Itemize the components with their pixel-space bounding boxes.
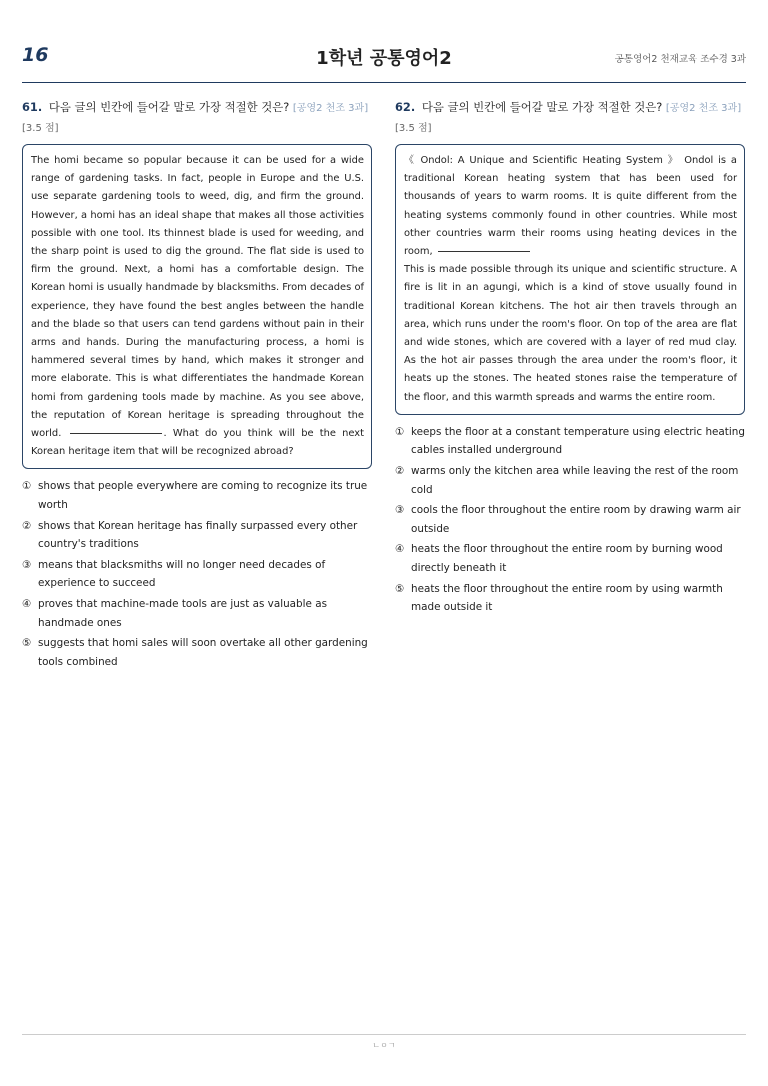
- question-prompt: [22, 98, 372, 138]
- page-number: 16: [22, 44, 49, 66]
- choice-mark: ②: [395, 465, 405, 478]
- page-title: 1학년 공통영어2: [316, 48, 452, 69]
- question-number: 61.: [22, 100, 43, 114]
- choice-4[interactable]: [22, 595, 372, 632]
- footer-divider: [22, 1034, 746, 1035]
- question-61: [22, 98, 372, 673]
- question-62: [395, 98, 745, 619]
- choice-mark: ③: [22, 558, 32, 571]
- question-text: 다음 글의 빈칸에 들어갈 말로 가장 적절한 것은?: [421, 100, 663, 114]
- choice-mark: ⑤: [22, 637, 32, 650]
- choice-text: shows that Korean heritage has finally surpassed every other country's traditions: [38, 519, 358, 551]
- passage-text: [31, 152, 364, 461]
- question-points: [3.5 점]: [395, 123, 432, 134]
- choice-mark: ③: [395, 504, 405, 517]
- choice-5[interactable]: [22, 634, 372, 671]
- answer-choices: [22, 477, 372, 671]
- choice-5[interactable]: [395, 580, 745, 617]
- page-header: [22, 0, 746, 84]
- choice-mark: ④: [395, 543, 405, 556]
- answer-choices: [395, 423, 745, 617]
- question-text: 다음 글의 빈칸에 들어갈 말로 가장 적절한 것은?: [48, 100, 290, 114]
- choice-2[interactable]: [395, 462, 745, 499]
- choice-text: heats the floor throughout the entire room by using warmth made outside it: [411, 582, 723, 614]
- answer-blank: [438, 250, 530, 252]
- choice-4[interactable]: [395, 540, 745, 577]
- question-source: [공영2 천조 3과]: [665, 103, 742, 114]
- passage-text-continued: This is made possible through its unique and scientific structure. A fire is lit in an agungi, which is a kind of stove usually found in traditional Korean kitchens. The hot air then travels through an area, which runs under the room's floor. On top of the area are flat and wide stones, which are covered with a layer of red mud clay. As the hot air passes through the area under the room's floor, it heats up the stones. The heated stones raise the temperature of the floor, and this warmth spreads and warms the entire room.: [404, 264, 737, 403]
- choice-3[interactable]: [22, 556, 372, 593]
- choice-text: shows that people everywhere are coming to recognize its true worth: [38, 480, 368, 512]
- choice-3[interactable]: [395, 501, 745, 538]
- choice-text: proves that machine-made tools are just as valuable as handmade ones: [38, 598, 327, 629]
- choice-mark: ④: [22, 598, 32, 611]
- choice-text: heats the floor throughout the entire room by burning wood directly beneath it: [411, 543, 723, 574]
- choice-2[interactable]: [22, 517, 372, 554]
- choice-mark: ①: [22, 480, 32, 493]
- answer-blank: [70, 432, 162, 434]
- choice-mark: ⑤: [395, 582, 405, 595]
- choice-1[interactable]: [22, 477, 372, 514]
- passage-part-after: . What do you think will be the next Korean heritage item that will be recognized abroad?: [31, 428, 364, 458]
- question-points: [3.5 점]: [22, 123, 59, 134]
- passage-part-before: The homi became so popular because it can be used for a wide range of gardening tasks. In fact, people in Europe and the U.S. use separate gardening tools to weed, dig, and firm the ground. However, a homi has an ideal shape that makes all those activities possible with one tool. Its thinnest blade is used for weeding, and the sharp point is used to dig the ground. The flat side is used to firm the ground. Next, a homi has a comfortable design. The Korean homi is usually handmade by blacksmiths. From decades of experience, they have found the best angles between the handle and the blade so that users can tend gardens without pain in their arms and hands. During the manufacturing process, a homi is hammered several times by hand, which makes it stronger and more elaborate. This is what differentiates the handmade Korean homi from gardening tools made by machine. As you see above, the reputation of Korean heritage is spreading throughout the world.: [31, 155, 364, 440]
- page-subtitle: 공통영어2 천재교육 조수경 3과: [614, 54, 746, 65]
- choice-text: suggests that homi sales will soon overtake all other gardening tools combined: [38, 637, 368, 668]
- footer-mark: ㄴㅇㄱ: [372, 1041, 396, 1050]
- choice-mark: ①: [395, 425, 405, 438]
- choice-mark: ②: [22, 519, 32, 532]
- choice-text: cools the floor throughout the entire room by drawing warm air outside: [411, 504, 741, 535]
- question-number: 62.: [395, 100, 416, 114]
- choice-text: means that blacksmiths will no longer need decades of experience to succeed: [38, 558, 326, 590]
- choice-text: keeps the floor at a constant temperature using electric heating cables installed underground: [411, 425, 745, 457]
- question-source: [공영2 천조 3과]: [292, 103, 369, 114]
- passage-box: [22, 144, 372, 469]
- header-divider: [22, 82, 746, 83]
- choice-text: warms only the kitchen area while leaving the rest of the room cold: [411, 465, 739, 496]
- passage-box: [395, 144, 745, 415]
- choice-1[interactable]: [395, 423, 745, 460]
- passage-text: [404, 152, 737, 261]
- question-prompt: [395, 98, 745, 138]
- passage-part-before: 《 Ondol: A Unique and Scientific Heating System 》 Ondol is a traditional Korean heating system that has been used for thousands of years to warm rooms. It is quite different from the heating systems commonly found in other countries. While most other countries warm their rooms using heating devices in the room,: [404, 155, 737, 258]
